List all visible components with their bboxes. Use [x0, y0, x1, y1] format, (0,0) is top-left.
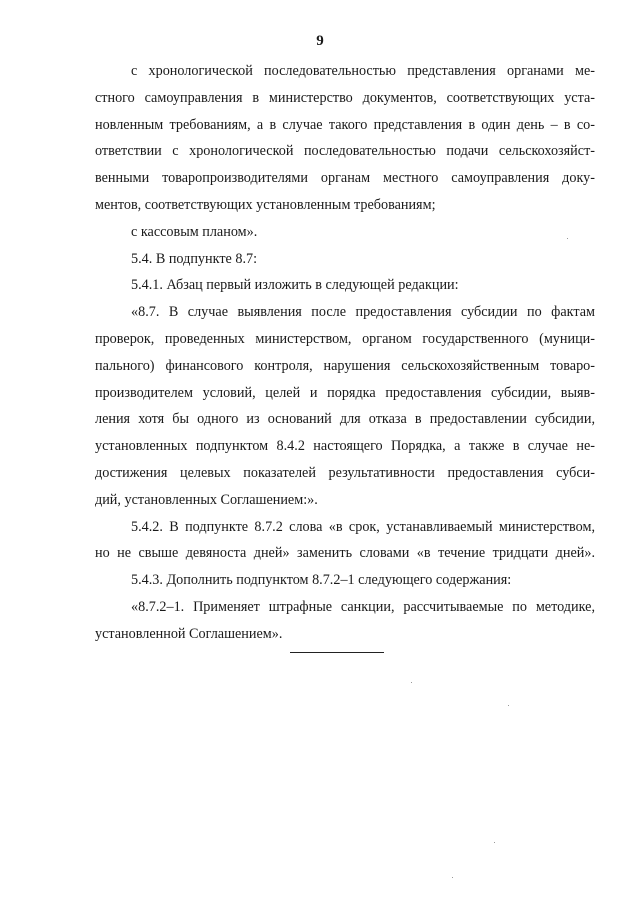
scan-speck: [452, 877, 453, 878]
page-number: 9: [316, 33, 324, 49]
text-line: 5.4.3. Дополнить подпунктом 8.7.2–1 следующего содержания:: [131, 572, 512, 589]
scan-speck: [494, 842, 495, 843]
text-line: проверок, проведенных министерством, органом государственного (муници-: [95, 330, 595, 347]
text-line: новленным требованиям, а в случае такого представления в один день – в со-: [95, 116, 595, 133]
text-line: с кассовым планом».: [131, 223, 258, 240]
scan-speck: [411, 682, 412, 683]
end-of-text-rule: [290, 652, 384, 653]
text-line: установленной Соглашением».: [95, 625, 283, 642]
text-line: с хронологической последовательностью представления органами ме-: [131, 63, 595, 79]
text-line: ответствии с хронологической последовательностью подачи сельскохозяйст-: [95, 143, 595, 160]
document-body: [95, 58, 595, 648]
text-line: ления хотя бы одного из оснований для отказа в предоставлении субсидии,: [95, 411, 595, 428]
text-line: «8.7.2–1. Применяет штрафные санкции, рассчитываемые по методике,: [131, 598, 595, 615]
text-line: дий, установленных Соглашением:».: [95, 491, 318, 508]
text-line: 5.4.2. В подпункте 8.7.2 слова «в срок, устанавливаемый министерством,: [131, 518, 595, 535]
text-line: пального) финансового контроля, нарушения сельскохозяйственным товаро-: [95, 357, 595, 374]
scan-speck: [567, 238, 568, 239]
text-line: производителем условий, целей и порядка предоставления субсидии, выяв-: [95, 384, 595, 401]
text-line: стного самоуправления в министерство документов, соответствующих уста-: [95, 89, 595, 106]
scan-speck: [508, 705, 509, 706]
text-line: «8.7. В случае выявления после предоставления субсидии по фактам: [131, 304, 595, 321]
text-line: 5.4.1. Абзац первый изложить в следующей редакции:: [131, 277, 459, 294]
text-line: установленных подпунктом 8.4.2 настоящего Порядка, а также в случае не-: [95, 438, 595, 455]
text-line: венными товаропроизводителями органам местного самоуправления доку-: [95, 170, 595, 187]
text-line: достижения целевых показателей результативности предоставления субси-: [95, 464, 595, 481]
text-line: 5.4. В подпункте 8.7:: [131, 250, 258, 267]
text-line: но не свыше девяноста дней» заменить словами «в течение тридцати дней».: [95, 545, 595, 562]
text-line: ментов, соответствующих установленным требованиям;: [95, 196, 436, 213]
